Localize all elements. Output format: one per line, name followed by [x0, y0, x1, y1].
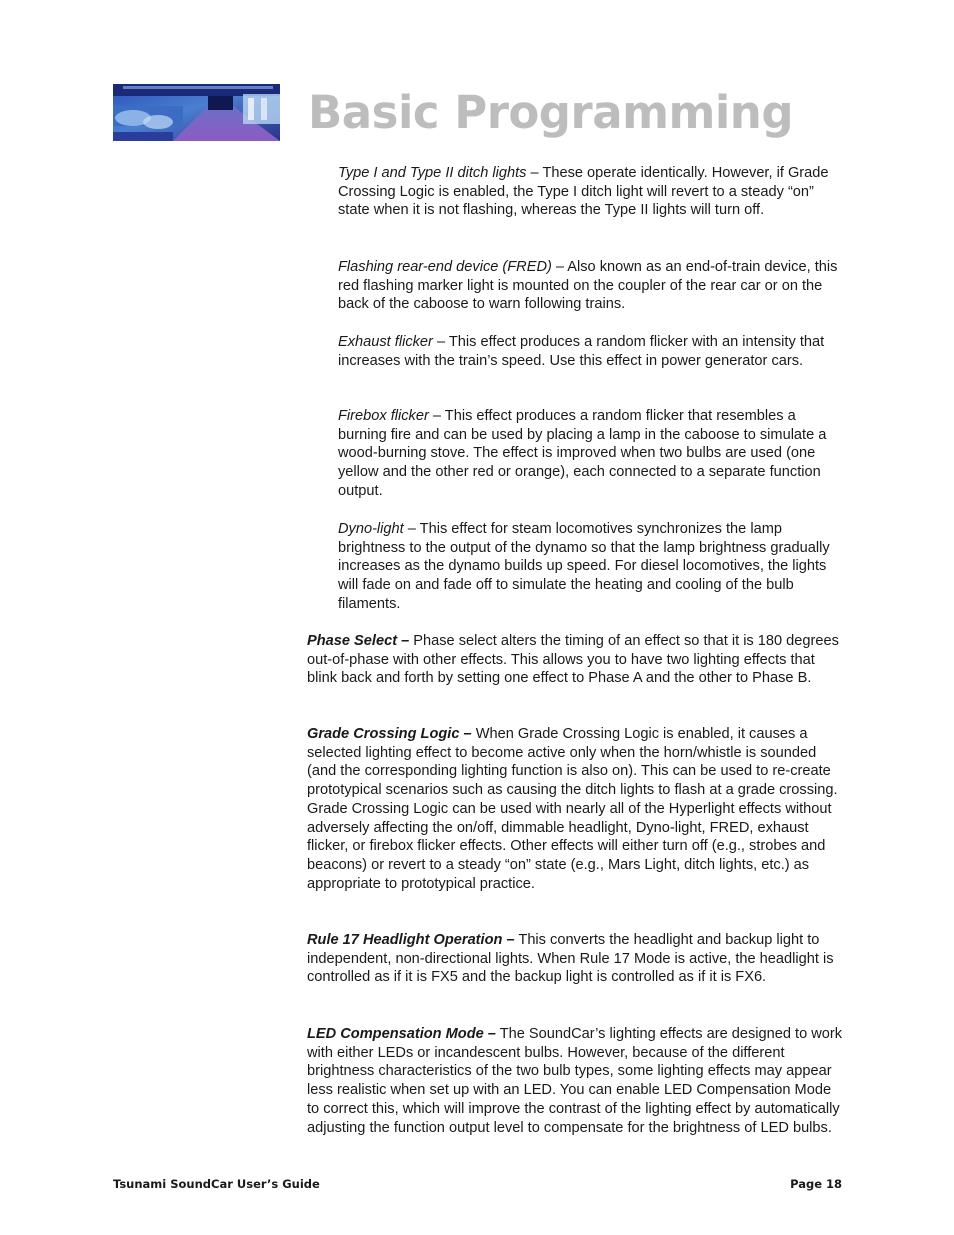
paragraph-text: This effect for steam locomotives synchronizes the lamp brightness to the output of the dynamo so that the lamp brightness gradually increases as the dynamo builds up speed. For diesel locomotives, the lights will fade on and fade off to simulate the heating and cooling of the bulb filaments. — [338, 521, 830, 612]
term-label: Exhaust flicker — [338, 334, 433, 350]
paragraph-exhaust-flicker — [338, 333, 838, 370]
separator: – — [551, 259, 568, 275]
footer-page-number: Page 18 — [790, 1177, 842, 1191]
paragraph-fred — [338, 258, 838, 314]
paragraph-text: This effect produces a random flicker with an intensity that increases with the train’s speed. Use this effect in power generator cars. — [338, 334, 825, 369]
term-label: Firebox flicker — [338, 408, 429, 424]
paragraph-firebox-flicker — [338, 407, 838, 501]
separator: – — [432, 334, 449, 350]
paragraph-text: When Grade Crossing Logic is enabled, it causes a selected lighting effect to become active only when the horn/whistle is sounded (and the corresponding lighting function is also on). This can be used to re-create prototypical scenarios such as causing the ditch lights to flash at a grade crossing. Grade Crossing Logic can be used with nearly all of the Hyperlight effects without adversely affecting the on/off, dimmable headlight, Dyno-light, FRED, exhaust flicker, or firebox flicker effects. Other effects will either turn off (e.g., strobes and beacons) or revert to a steady “on” state (e.g., Mars Light, ditch lights, etc.) as appropriate to prototypical practice. — [307, 726, 838, 892]
paragraph-text: Phase select alters the timing of an effect so that it is 180 degrees out-of-phase with other effects. This allows you to have two lighting effects that blink back and forth by setting one effect to Phase A and the other to Phase B. — [307, 633, 839, 687]
paragraph-grade-crossing-logic — [307, 725, 844, 893]
paragraph-text: This converts the headlight and backup light to independent, non-directional lights. When Rule 17 Mode is active, the headlight is controlled as if it is FX5 and the backup light is controlled as if it is FX6. — [307, 932, 834, 986]
header-photo — [113, 84, 280, 141]
term-label: Type I and Type II ditch lights — [338, 165, 527, 181]
term-label: Phase Select – — [307, 633, 410, 649]
paragraph-text: These operate identically. However, if Grade Crossing Logic is enabled, the Type I ditch light will revert to a steady “on” state when it is not flashing, whereas the Type II lights will turn off. — [338, 165, 829, 219]
term-label: Grade Crossing Logic – — [307, 726, 472, 742]
term-label: LED Compensation Mode – — [307, 1026, 496, 1042]
term-label: Flashing rear-end device (FRED) — [338, 259, 552, 275]
term-label: Rule 17 Headlight Operation – — [307, 932, 515, 948]
paragraph-text: Also known as an end-of-train device, this red flashing marker light is mounted on the coupler of the rear car or on the back of the caboose to warn following trains. — [338, 259, 838, 313]
train-interior-photo-icon — [113, 84, 280, 141]
paragraph-ditch-lights — [338, 164, 838, 220]
paragraph-dyno-light — [338, 520, 838, 614]
separator: – — [403, 521, 420, 537]
page-title: Basic Programming — [308, 86, 794, 139]
paragraph-text: The SoundCar’s lighting effects are designed to work with either LEDs or incandescent bulbs. However, because of the different brightness characteristics of the two bulb types, some lighting effects may appear less realistic when set up with an LED. You can enable LED Compensation Mode to correct this, which will improve the contrast of the lighting effect by automatically adjusting the function output level to compensate for the brightness of LED bulbs. — [307, 1026, 843, 1136]
footer-guide-title: Tsunami SoundCar User’s Guide — [113, 1177, 320, 1191]
term-label: Dyno-light — [338, 521, 404, 537]
paragraph-led-compensation — [307, 1025, 844, 1137]
paragraph-rule-17 — [307, 931, 844, 987]
separator: – — [428, 408, 445, 424]
separator: – — [526, 165, 543, 181]
paragraph-text: This effect produces a random flicker that resembles a burning fire and can be used by placing a lamp in the caboose to simulate a wood-burning stove. The effect is improved when two bulbs are used (one yellow and the other red or orange), each connected to a separate function output. — [338, 408, 827, 499]
paragraph-phase-select — [307, 632, 844, 688]
